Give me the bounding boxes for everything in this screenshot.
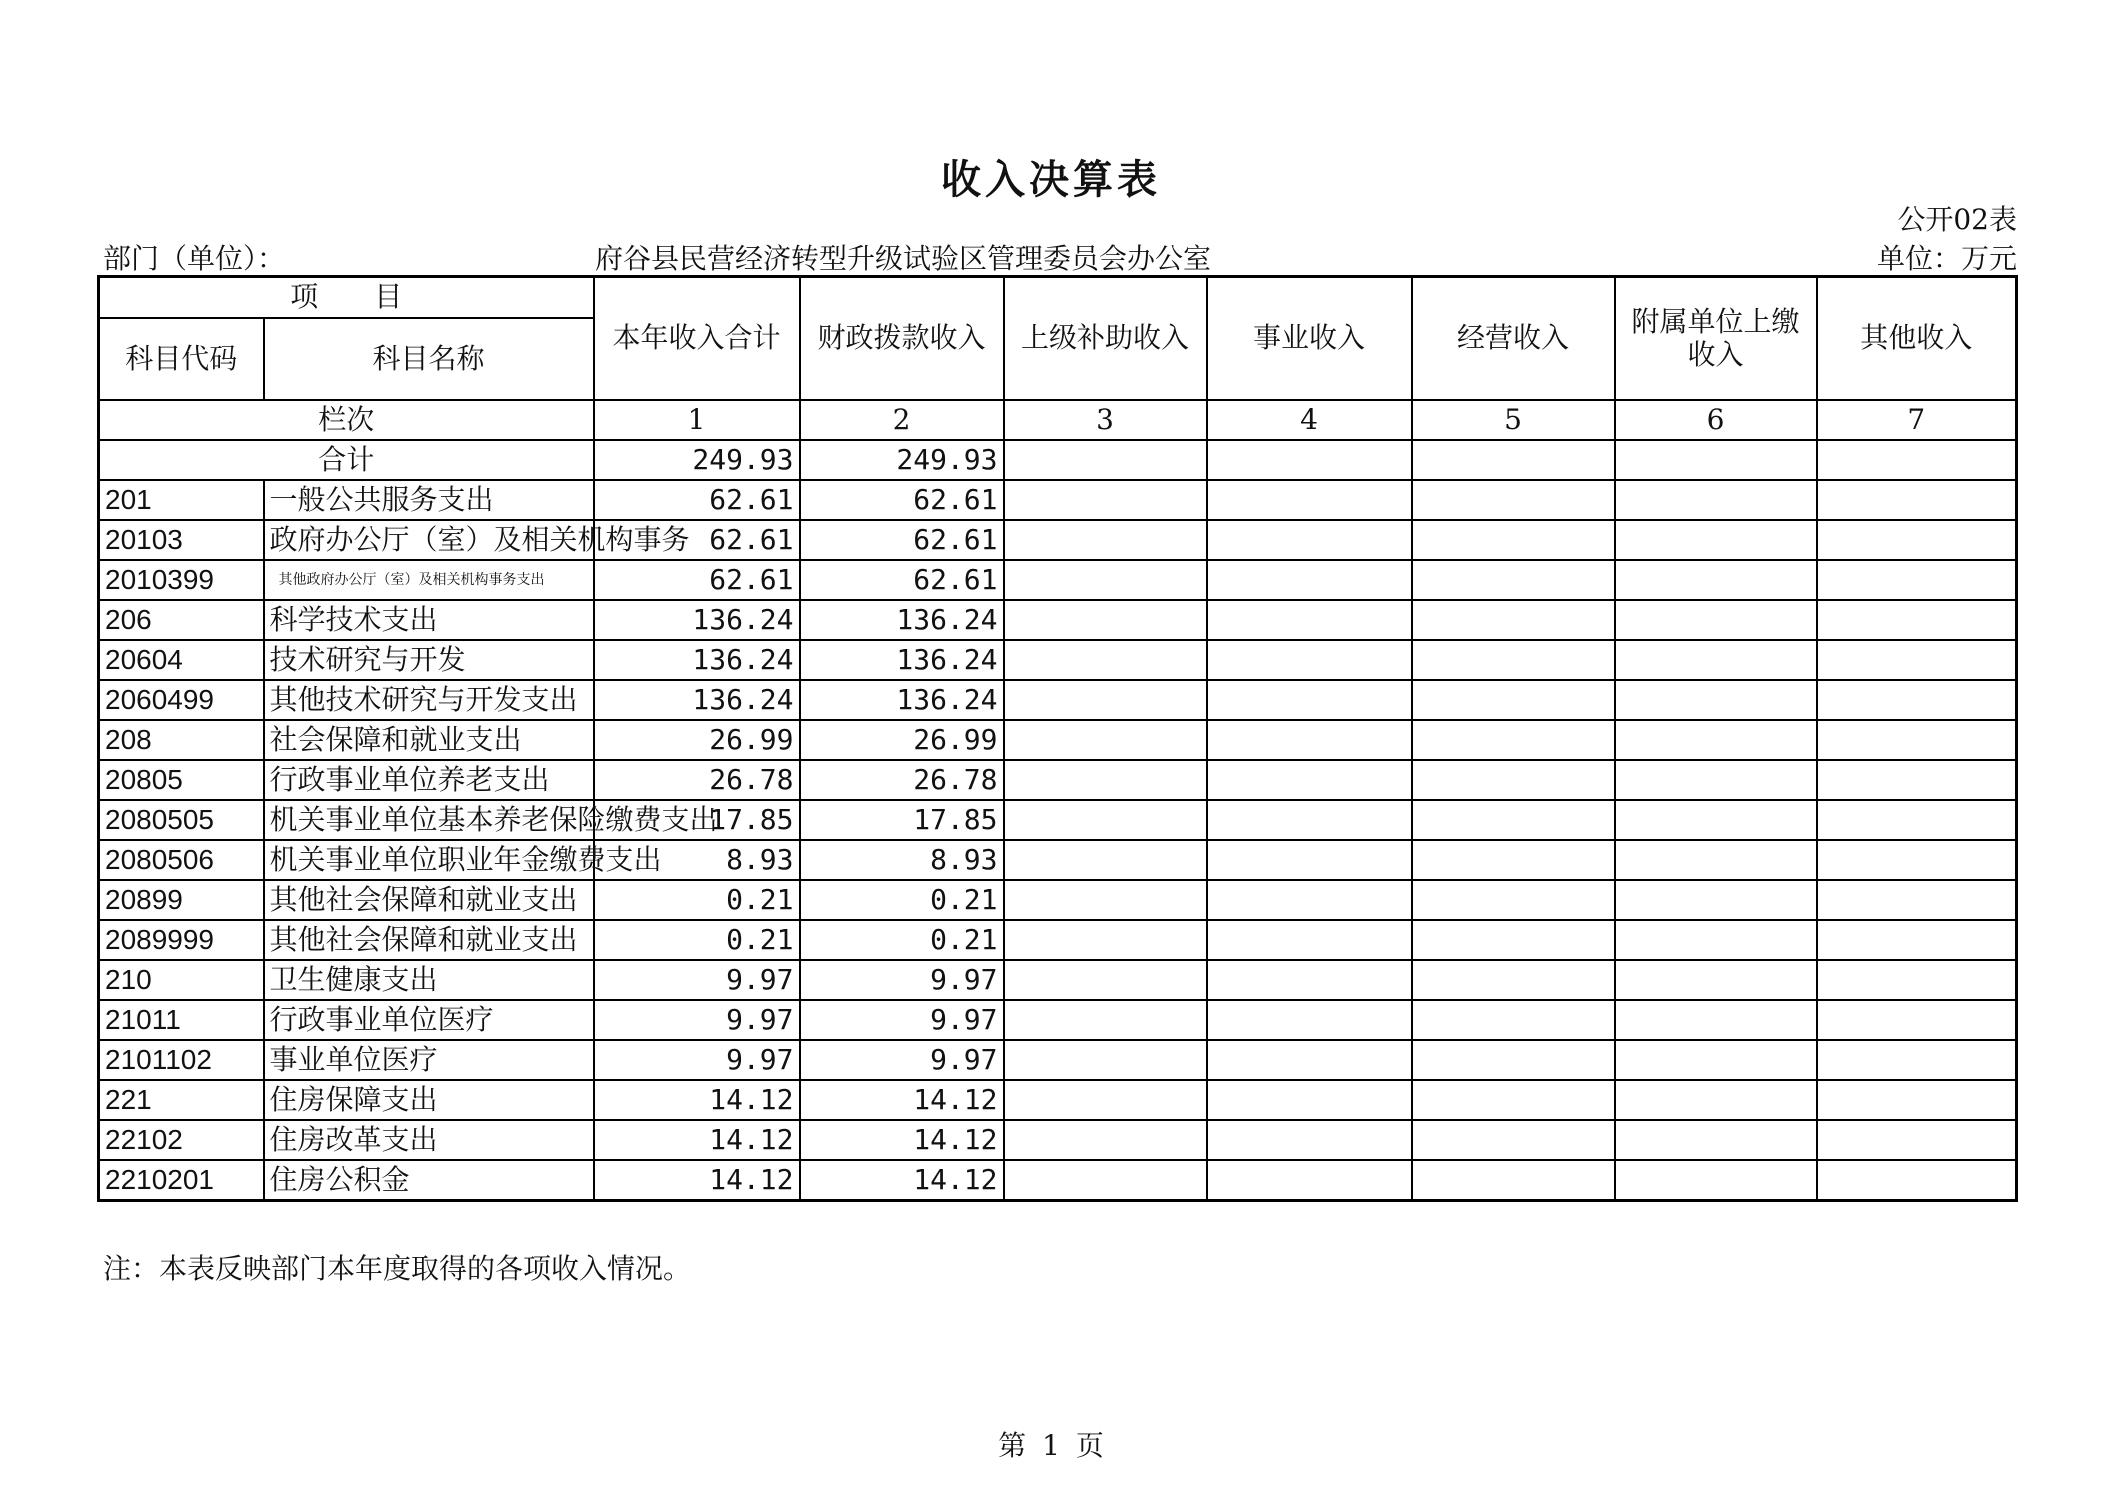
department-name: 府谷县民营经济转型升级试验区管理委员会办公室 (595, 242, 1212, 275)
subject-code: 2010399 (99, 560, 264, 600)
column-index: 1 (594, 400, 800, 440)
subject-code: 20103 (99, 520, 264, 560)
subject-name: 行政事业单位医疗 (264, 1000, 594, 1040)
amount-cell (1412, 1120, 1615, 1160)
col-header-other: 其他收入 (1817, 277, 2017, 401)
income-table (97, 275, 2018, 1202)
subject-name: 其他技术研究与开发支出 (264, 680, 594, 720)
header-row-top (99, 277, 2017, 319)
page-prefix: 第 (998, 1429, 1027, 1462)
amount-cell (1817, 1120, 2017, 1160)
code-header: 科目代码 (99, 318, 264, 400)
table-row (99, 880, 2017, 920)
table-row (99, 1040, 2017, 1080)
subject-name: 科学技术支出 (264, 600, 594, 640)
amount-cell: 0.21 (594, 880, 800, 920)
col-header-business: 事业收入 (1207, 277, 1412, 401)
total-cell: 249.93 (800, 440, 1004, 480)
col-header-operating: 经营收入 (1412, 277, 1615, 401)
amount-cell: 14.12 (800, 1080, 1004, 1120)
amount-cell (1615, 680, 1817, 720)
amount-cell (1817, 560, 2017, 600)
amount-cell (1412, 640, 1615, 680)
page-suffix: 页 (1075, 1429, 1104, 1462)
amount-cell (1004, 920, 1207, 960)
amount-cell (1817, 1080, 2017, 1120)
subject-name: 其他社会保障和就业支出 (264, 920, 594, 960)
page-number (0, 1424, 2102, 1464)
amount-cell (1615, 840, 1817, 880)
amount-cell: 26.99 (594, 720, 800, 760)
column-index-row (99, 400, 2017, 440)
total-row (99, 440, 2017, 480)
amount-cell (1004, 680, 1207, 720)
amount-cell (1412, 1000, 1615, 1040)
department-label: 部门（单位）： (103, 242, 286, 275)
amount-cell: 62.61 (594, 560, 800, 600)
amount-cell: 136.24 (800, 640, 1004, 680)
amount-cell (1004, 1080, 1207, 1120)
amount-cell: 8.93 (800, 840, 1004, 880)
amount-cell (1207, 920, 1412, 960)
amount-cell (1412, 760, 1615, 800)
amount-cell (1817, 960, 2017, 1000)
subject-code: 2080505 (99, 800, 264, 840)
subject-name: 其他社会保障和就业支出 (264, 880, 594, 920)
amount-cell (1207, 480, 1412, 520)
amount-cell: 14.12 (800, 1120, 1004, 1160)
amount-cell (1817, 1160, 2017, 1201)
table-row (99, 920, 2017, 960)
amount-cell (1412, 720, 1615, 760)
subject-name: 住房公积金 (264, 1160, 594, 1201)
amount-cell (1004, 1000, 1207, 1040)
table-row (99, 640, 2017, 680)
amount-cell (1412, 880, 1615, 920)
amount-cell (1207, 1080, 1412, 1120)
subject-code: 208 (99, 720, 264, 760)
amount-cell (1004, 560, 1207, 600)
subject-code: 2101102 (99, 1040, 264, 1080)
page-num: 1 (1042, 1429, 1060, 1462)
subject-code: 2210201 (99, 1160, 264, 1201)
table-row (99, 560, 2017, 600)
table-row (99, 480, 2017, 520)
subject-code: 21011 (99, 1000, 264, 1040)
amount-cell (1412, 960, 1615, 1000)
amount-cell (1207, 800, 1412, 840)
amount-cell: 0.21 (800, 880, 1004, 920)
total-cell (1817, 440, 2017, 480)
amount-cell (1004, 1040, 1207, 1080)
unit-label: 单位：万元 (1876, 242, 2017, 275)
amount-cell: 62.61 (594, 520, 800, 560)
subject-code: 2060499 (99, 680, 264, 720)
subject-name: 住房改革支出 (264, 1120, 594, 1160)
amount-cell (1207, 600, 1412, 640)
subject-code: 20899 (99, 880, 264, 920)
amount-cell (1615, 560, 1817, 600)
subject-name: 机关事业单位职业年金缴费支出 (264, 840, 594, 880)
table-row (99, 960, 2017, 1000)
amount-cell (1615, 1000, 1817, 1040)
subject-name: 卫生健康支出 (264, 960, 594, 1000)
amount-cell (1207, 1040, 1412, 1080)
amount-cell: 14.12 (800, 1160, 1004, 1201)
amount-cell (1817, 640, 2017, 680)
amount-cell (1615, 640, 1817, 680)
amount-cell: 9.97 (594, 1040, 800, 1080)
amount-cell (1207, 640, 1412, 680)
amount-cell (1207, 840, 1412, 880)
table-row (99, 1160, 2017, 1201)
total-cell (1207, 440, 1412, 480)
subject-name: 其他政府办公厅（室）及相关机构事务支出 (264, 560, 594, 600)
amount-cell: 136.24 (800, 600, 1004, 640)
amount-cell (1207, 1000, 1412, 1040)
subject-code: 201 (99, 480, 264, 520)
table-row (99, 600, 2017, 640)
amount-cell: 17.85 (594, 800, 800, 840)
subject-code: 22102 (99, 1120, 264, 1160)
amount-cell: 17.85 (800, 800, 1004, 840)
amount-cell (1004, 720, 1207, 760)
amount-cell: 14.12 (594, 1160, 800, 1201)
amount-cell: 136.24 (594, 600, 800, 640)
subject-code: 221 (99, 1080, 264, 1120)
subject-code: 20805 (99, 760, 264, 800)
total-label: 合计 (99, 440, 594, 480)
amount-cell (1817, 600, 2017, 640)
amount-cell (1004, 480, 1207, 520)
amount-cell (1004, 880, 1207, 920)
col-header-affiliated: 附属单位上缴收入 (1615, 277, 1817, 401)
amount-cell (1412, 680, 1615, 720)
subject-name: 机关事业单位基本养老保险缴费支出 (264, 800, 594, 840)
amount-cell (1412, 800, 1615, 840)
amount-cell (1207, 880, 1412, 920)
amount-cell (1615, 1040, 1817, 1080)
amount-cell (1615, 760, 1817, 800)
amount-cell (1615, 600, 1817, 640)
amount-cell (1207, 1160, 1412, 1201)
amount-cell (1207, 520, 1412, 560)
subject-name: 事业单位医疗 (264, 1040, 594, 1080)
amount-cell (1207, 760, 1412, 800)
name-header: 科目名称 (264, 318, 594, 400)
subject-name: 政府办公厅（室）及相关机构事务 (264, 520, 594, 560)
amount-cell (1412, 520, 1615, 560)
amount-cell (1412, 1160, 1615, 1201)
subject-name: 社会保障和就业支出 (264, 720, 594, 760)
subject-code: 210 (99, 960, 264, 1000)
amount-cell: 136.24 (800, 680, 1004, 720)
column-index-label: 栏次 (99, 400, 594, 440)
amount-cell (1207, 680, 1412, 720)
amount-cell (1615, 1160, 1817, 1201)
amount-cell (1412, 600, 1615, 640)
table-row (99, 1000, 2017, 1040)
amount-cell (1615, 720, 1817, 760)
amount-cell (1004, 640, 1207, 680)
amount-cell (1004, 800, 1207, 840)
amount-cell: 14.12 (594, 1080, 800, 1120)
amount-cell: 26.78 (800, 760, 1004, 800)
amount-cell (1004, 760, 1207, 800)
amount-cell (1004, 840, 1207, 880)
column-index: 6 (1615, 400, 1817, 440)
subject-code: 206 (99, 600, 264, 640)
column-index: 3 (1004, 400, 1207, 440)
amount-cell (1817, 800, 2017, 840)
table-row (99, 1080, 2017, 1120)
amount-cell (1615, 920, 1817, 960)
amount-cell (1412, 1080, 1615, 1120)
amount-cell: 136.24 (594, 680, 800, 720)
amount-cell: 62.61 (800, 560, 1004, 600)
amount-cell (1412, 480, 1615, 520)
amount-cell (1004, 1120, 1207, 1160)
amount-cell: 0.21 (800, 920, 1004, 960)
amount-cell (1412, 560, 1615, 600)
amount-cell (1412, 920, 1615, 960)
amount-cell: 26.99 (800, 720, 1004, 760)
column-index: 7 (1817, 400, 2017, 440)
amount-cell: 9.97 (594, 1000, 800, 1040)
report-title: 收入决算表 (941, 156, 1161, 203)
amount-cell (1207, 1120, 1412, 1160)
amount-cell: 62.61 (800, 520, 1004, 560)
col-header-total: 本年收入合计 (594, 277, 800, 401)
amount-cell (1817, 1040, 2017, 1080)
total-cell (1412, 440, 1615, 480)
amount-cell: 9.97 (800, 1000, 1004, 1040)
subject-code: 2089999 (99, 920, 264, 960)
subject-code: 20604 (99, 640, 264, 680)
amount-cell: 14.12 (594, 1120, 800, 1160)
total-cell: 249.93 (594, 440, 800, 480)
table-row (99, 1120, 2017, 1160)
amount-cell: 8.93 (594, 840, 800, 880)
amount-cell (1615, 1120, 1817, 1160)
form-number: 公开02表 (1897, 203, 2017, 236)
amount-cell (1004, 960, 1207, 1000)
table-row (99, 760, 2017, 800)
amount-cell (1207, 720, 1412, 760)
amount-cell: 0.21 (594, 920, 800, 960)
column-index: 2 (800, 400, 1004, 440)
subject-name: 一般公共服务支出 (264, 480, 594, 520)
amount-cell (1004, 600, 1207, 640)
col-header-superior-subsidy: 上级补助收入 (1004, 277, 1207, 401)
table-row (99, 720, 2017, 760)
col-header-fiscal: 财政拨款收入 (800, 277, 1004, 401)
amount-cell: 9.97 (800, 1040, 1004, 1080)
amount-cell (1817, 840, 2017, 880)
amount-cell (1412, 840, 1615, 880)
item-header: 项 目 (99, 277, 594, 319)
amount-cell: 62.61 (800, 480, 1004, 520)
amount-cell: 26.78 (594, 760, 800, 800)
column-index: 4 (1207, 400, 1412, 440)
amount-cell (1412, 1040, 1615, 1080)
amount-cell: 9.97 (800, 960, 1004, 1000)
amount-cell (1615, 960, 1817, 1000)
total-cell (1615, 440, 1817, 480)
amount-cell (1817, 480, 2017, 520)
amount-cell (1817, 680, 2017, 720)
table-row (99, 840, 2017, 880)
subject-code: 2080506 (99, 840, 264, 880)
amount-cell (1004, 1160, 1207, 1201)
subject-name: 住房保障支出 (264, 1080, 594, 1120)
table-row (99, 520, 2017, 560)
amount-cell (1615, 800, 1817, 840)
amount-cell (1817, 760, 2017, 800)
amount-cell (1615, 480, 1817, 520)
table-note: 注：本表反映部门本年度取得的各项收入情况。 (103, 1252, 692, 1285)
subject-name: 行政事业单位养老支出 (264, 760, 594, 800)
total-cell (1004, 440, 1207, 480)
amount-cell (1817, 520, 2017, 560)
amount-cell (1817, 720, 2017, 760)
amount-cell (1817, 920, 2017, 960)
amount-cell (1615, 1080, 1817, 1120)
amount-cell (1817, 1000, 2017, 1040)
subject-name: 技术研究与开发 (264, 640, 594, 680)
amount-cell (1004, 520, 1207, 560)
amount-cell (1817, 880, 2017, 920)
amount-cell: 62.61 (594, 480, 800, 520)
table-row (99, 680, 2017, 720)
amount-cell (1615, 880, 1817, 920)
amount-cell: 9.97 (594, 960, 800, 1000)
column-index: 5 (1412, 400, 1615, 440)
table-row (99, 800, 2017, 840)
amount-cell (1207, 960, 1412, 1000)
amount-cell (1615, 520, 1817, 560)
amount-cell: 136.24 (594, 640, 800, 680)
amount-cell (1207, 560, 1412, 600)
